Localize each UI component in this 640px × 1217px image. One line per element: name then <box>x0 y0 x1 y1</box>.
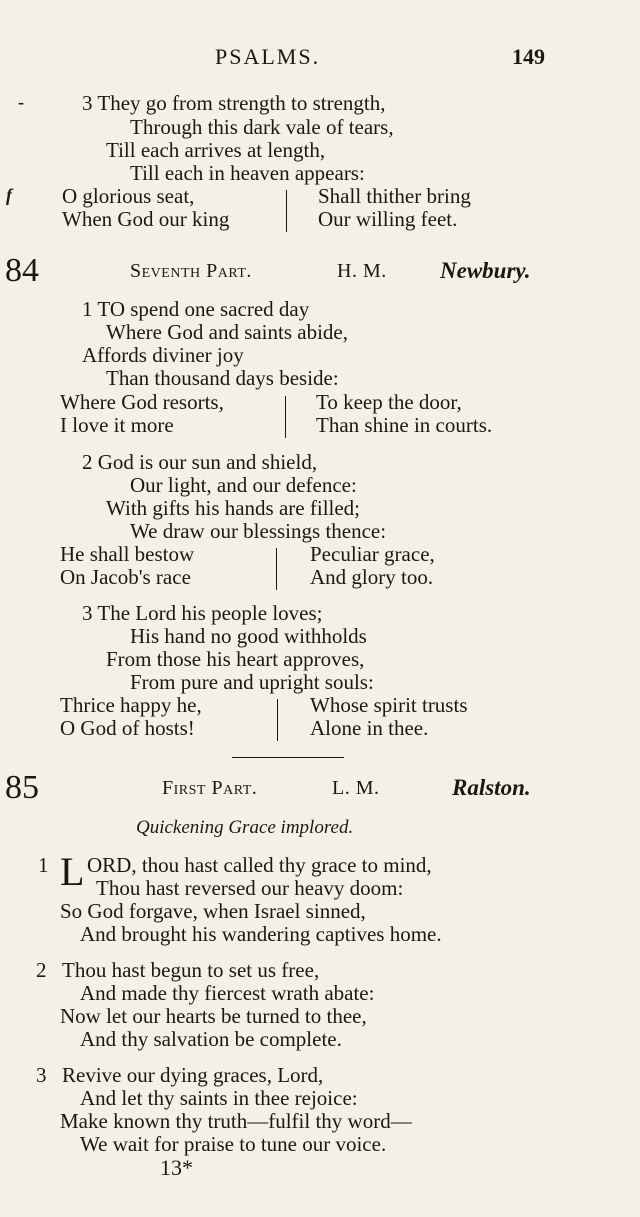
stanza-number: 1 <box>38 853 49 877</box>
verse-line: So God forgave, when Israel sinned, <box>60 899 366 923</box>
chorus-divider <box>286 190 287 232</box>
drop-cap: L <box>60 849 85 894</box>
verse-line: And made thy fiercest wrath abate: <box>80 981 375 1005</box>
tune-name: Newbury. <box>440 258 531 283</box>
verse-line: Thou hast reversed our heavy doom: <box>96 876 404 900</box>
verse-line: Than thousand days beside: <box>106 366 339 390</box>
chorus-right-line: Shall thither bring <box>318 184 471 208</box>
chorus-divider <box>277 699 278 741</box>
psalm-meter: L. M. <box>332 777 380 799</box>
tune-name: Ralston. <box>452 775 531 800</box>
psalm-number: 85 <box>5 769 39 806</box>
verse-line: And thy salvation be complete. <box>80 1027 342 1051</box>
verse-line: 1 TO spend one sacred day <box>82 297 310 321</box>
chorus-right-line: To keep the door, <box>316 390 462 414</box>
signature-mark: 13* <box>160 1155 193 1180</box>
chorus-left-line: Where God resorts, <box>60 390 224 414</box>
verse-line: Till each in heaven appears: <box>130 161 365 185</box>
verse-line: Through this dark vale of tears, <box>130 115 394 139</box>
verse-line: 2 God is our sun and shield, <box>82 450 318 474</box>
verse-line: From those his heart approves, <box>106 647 365 671</box>
verse-line: We draw our blessings thence: <box>130 519 387 543</box>
margin-mark-f: f <box>6 185 12 205</box>
psalm-number: 84 <box>5 252 39 289</box>
chorus-left-line: When God our king <box>62 207 230 231</box>
verse-line: Thou hast begun to set us free, <box>62 958 320 982</box>
chorus-right-line: Peculiar grace, <box>310 542 435 566</box>
verse-line: His hand no good withholds <box>130 624 367 648</box>
verse-line: And let thy saints in thee rejoice: <box>80 1086 358 1110</box>
verse-line: 3 The Lord his people loves; <box>82 601 323 625</box>
psalm-part: First Part. <box>162 777 258 799</box>
psalm-meter: H. M. <box>337 260 387 282</box>
verse-line: We wait for praise to tune our voice. <box>80 1132 387 1156</box>
verse-line: Revive our dying graces, Lord, <box>62 1063 324 1087</box>
verse-line: Now let our hearts be turned to thee, <box>60 1004 367 1028</box>
chorus-left-line: I love it more <box>60 413 174 437</box>
chorus-left-line: O glorious seat, <box>62 184 195 208</box>
verse-line: And brought his wandering captives home. <box>80 922 442 946</box>
chorus-left-line: On Jacob's race <box>60 565 191 589</box>
chorus-right-line: And glory too. <box>310 565 434 589</box>
verse-line: Where God and saints abide, <box>106 320 349 344</box>
psalm-part: Seventh Part. <box>130 260 252 282</box>
verse-line: 3 They go from strength to strength, <box>82 91 386 115</box>
chorus-left-line: Thrice happy he, <box>60 693 202 717</box>
verse-line: Make known thy truth—fulfil thy word— <box>60 1109 412 1133</box>
chorus-right-line: Our willing feet. <box>318 207 458 231</box>
verse-line: Our light, and our defence: <box>130 473 357 497</box>
psalm-subtitle: Quickening Grace implored. <box>136 817 354 838</box>
chorus-left-line: He shall bestow <box>60 542 195 566</box>
stanza-number: 3 <box>36 1063 47 1087</box>
chorus-right-line: Alone in thee. <box>310 716 429 740</box>
verse-line: ORD, thou hast called thy grace to mind, <box>87 853 432 877</box>
running-head: PSALMS. <box>215 44 321 69</box>
chorus-divider <box>285 396 286 438</box>
chorus-right-line: Whose spirit trusts <box>310 693 468 717</box>
page-number: 149 <box>512 44 545 69</box>
section-rule <box>232 757 344 758</box>
verse-line: Affords diviner joy <box>82 343 244 367</box>
chorus-left-line: O God of hosts! <box>60 716 195 740</box>
chorus-right-line: Than shine in courts. <box>316 413 493 437</box>
verse-line: With gifts his hands are filled; <box>106 496 361 520</box>
chorus-divider <box>276 548 277 590</box>
verse-line: From pure and upright souls: <box>130 670 374 694</box>
stanza-number: 2 <box>36 958 47 982</box>
verse-line: Till each arrives at length, <box>106 138 326 162</box>
margin-mark-dash: - <box>18 92 24 112</box>
